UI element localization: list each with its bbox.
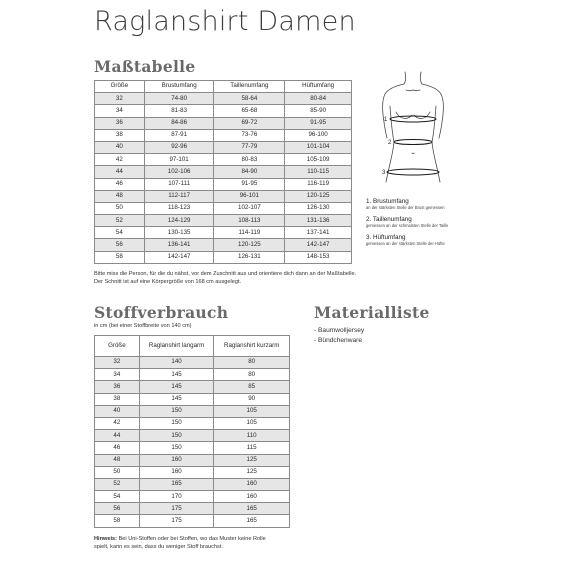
size-table-column-header: Größe [95, 81, 145, 93]
page-title: Raglanshirt Damen [94, 6, 356, 37]
size-table-cell: 92-96 [144, 141, 214, 153]
fabric-table-cell: 145 [139, 393, 214, 405]
fabric-table-body [95, 357, 290, 528]
size-table-row [95, 251, 352, 263]
fabric-table-row [95, 381, 290, 393]
size-table-cell: 124-129 [144, 215, 214, 227]
fabric-table-cell: 165 [139, 478, 214, 490]
size-note-line-2: Der Schnitt ist auf eine Körpergröße von 168 cm ausgelegt. [94, 279, 242, 285]
size-table-cell: 126-131 [214, 251, 285, 263]
size-table-cell: 38 [95, 129, 145, 141]
size-table-cell: 96-101 [214, 190, 285, 202]
size-table-cell: 74-80 [144, 93, 214, 105]
fabric-table-cell: 40 [95, 405, 140, 417]
fabric-table-row [95, 393, 290, 405]
fabric-table-cell: 105 [214, 417, 290, 429]
size-table-cell: 96-100 [285, 129, 352, 141]
size-table-row [95, 93, 352, 105]
size-table-cell: 102-106 [144, 166, 214, 178]
fabric-hint-label: Hinweis: [94, 536, 118, 542]
fabric-table-cell: 54 [95, 491, 140, 503]
fabric-table-cell: 110 [214, 430, 290, 442]
legend-2-sub: gemessen an der schmalsten Stelle der Taille [366, 223, 449, 228]
fabric-hint-line-1: Bei Uni-Stoffen oder bei Stoffen, wo das Muster keine Rolle [118, 536, 266, 542]
size-table-cell: 32 [95, 93, 145, 105]
size-table-cell: 120-125 [214, 239, 285, 251]
fabric-table-column-header: Größe [95, 336, 140, 357]
legend-item-2 [366, 216, 448, 228]
size-table-cell: 50 [95, 202, 145, 214]
fabric-table-cell: 32 [95, 357, 140, 369]
size-table-cell: 40 [95, 141, 145, 153]
size-table-cell: 142-147 [144, 251, 214, 263]
fabric-table-heading: Stoffverbrauch [94, 303, 229, 322]
size-table-cell: 69-72 [214, 117, 285, 129]
size-table-cell: 112-117 [144, 190, 214, 202]
size-table-row [95, 202, 352, 214]
fabric-table-cell: 150 [139, 405, 214, 417]
fabric-table-row [95, 442, 290, 454]
marker-2: 2 [388, 140, 392, 146]
fabric-table [94, 335, 290, 528]
body-figure [368, 70, 458, 195]
fabric-table-cell: 125 [214, 454, 290, 466]
fabric-hint-line-2: spielt, kann es sein, dass du weniger Stoff brauchst. [94, 544, 223, 550]
size-table-cell: 36 [95, 117, 145, 129]
fabric-table-cell: 56 [95, 503, 140, 515]
legend-1-main: 1. Brustumfang [366, 198, 409, 205]
size-table-cell: 110-115 [285, 166, 352, 178]
size-table-cell: 56 [95, 239, 145, 251]
size-table-cell: 58-64 [214, 93, 285, 105]
fabric-table-cell: 125 [214, 466, 290, 478]
fabric-table-row [95, 405, 290, 417]
fabric-table-cell: 150 [139, 417, 214, 429]
material-item: - Bündchenware [314, 337, 363, 344]
size-table-cell: 114-119 [214, 227, 285, 239]
fabric-table-cell: 58 [95, 515, 140, 527]
fabric-table-cell: 44 [95, 430, 140, 442]
legend-item-3 [366, 234, 448, 246]
fabric-table-row [95, 454, 290, 466]
material-list [314, 326, 364, 346]
size-table-row [95, 117, 352, 129]
size-table-cell: 80-83 [214, 154, 285, 166]
fabric-table-row [95, 357, 290, 369]
size-table-row [95, 239, 352, 251]
fabric-table-cell: 34 [95, 369, 140, 381]
size-table-cell: 52 [95, 215, 145, 227]
material-item: - Baumwolljersey [314, 327, 365, 334]
fabric-table-row [95, 417, 290, 429]
fabric-table-cell: 150 [139, 442, 214, 454]
size-table-row [95, 227, 352, 239]
size-table-cell: 84-90 [214, 166, 285, 178]
size-table-cell: 65-68 [214, 105, 285, 117]
size-table-row [95, 190, 352, 202]
fabric-table-row [95, 466, 290, 478]
fabric-table-cell: 50 [95, 466, 140, 478]
size-table-cell: 77-79 [214, 141, 285, 153]
fabric-table-cell: 80 [214, 369, 290, 381]
size-table-cell: 84-86 [144, 117, 214, 129]
legend-3-main: 3. Hüftumfang [366, 234, 406, 241]
fabric-table-cell: 160 [139, 454, 214, 466]
size-note-line-1: Bitte miss die Person, für die du nähst, vor dem Zuschnitt aus und orientiere dich dann an der Maßtabelle. [94, 271, 357, 277]
size-table-cell: 34 [95, 105, 145, 117]
size-table-cell: 54 [95, 227, 145, 239]
size-table-cell: 73-76 [214, 129, 285, 141]
fabric-table-row [95, 478, 290, 490]
size-table-body [95, 93, 352, 264]
fabric-table-cell: 160 [214, 491, 290, 503]
fabric-table-row [95, 369, 290, 381]
fabric-table-cell: 175 [139, 515, 214, 527]
fabric-hint [94, 535, 354, 551]
size-table-row [95, 178, 352, 190]
fabric-table-cell: 160 [214, 478, 290, 490]
size-table-cell: 136-141 [144, 239, 214, 251]
size-table-row [95, 166, 352, 178]
fabric-table-cell: 150 [139, 430, 214, 442]
fabric-table-cell: 105 [214, 405, 290, 417]
size-table-cell: 107-111 [144, 178, 214, 190]
size-table-cell: 91-95 [214, 178, 285, 190]
size-table-header-row [95, 81, 352, 93]
fabric-table-cell: 140 [139, 357, 214, 369]
fabric-table-cell: 175 [139, 503, 214, 515]
size-table-cell: 137-141 [285, 227, 352, 239]
legend-item-1 [366, 198, 448, 210]
size-table-cell: 148-153 [285, 251, 352, 263]
fabric-table-row [95, 503, 290, 515]
marker-1: 1 [384, 117, 388, 123]
size-table-row [95, 141, 352, 153]
fabric-table-row [95, 491, 290, 503]
size-table-cell: 105-109 [285, 154, 352, 166]
size-table-cell: 97-101 [144, 154, 214, 166]
legend-2-main: 2. Taillenumfang [366, 216, 412, 223]
fabric-table-cell: 160 [139, 466, 214, 478]
fabric-table-subheading: in cm (bei einer Stoffbreite von 140 cm) [94, 323, 192, 329]
size-table-cell: 101-104 [285, 141, 352, 153]
fabric-table-cell: 52 [95, 478, 140, 490]
fabric-table-column-header: Raglanshirt kurzarm [214, 336, 290, 357]
fabric-table-cell: 145 [139, 381, 214, 393]
fabric-table-cell: 115 [214, 442, 290, 454]
size-table-cell: 108-113 [214, 215, 285, 227]
fabric-table-cell: 145 [139, 369, 214, 381]
material-list-heading: Materialliste [314, 303, 430, 322]
fabric-table-cell: 90 [214, 393, 290, 405]
size-table-cell: 142-147 [285, 239, 352, 251]
fabric-table-cell: 85 [214, 381, 290, 393]
size-table-cell: 126-130 [285, 202, 352, 214]
size-table-cell: 87-91 [144, 129, 214, 141]
size-table-cell: 48 [95, 190, 145, 202]
size-table-cell: 118-123 [144, 202, 214, 214]
size-table-cell: 120-125 [285, 190, 352, 202]
size-table-cell: 81-83 [144, 105, 214, 117]
figure-legend [366, 198, 448, 246]
size-table [94, 80, 352, 264]
fabric-table-cell: 165 [214, 503, 290, 515]
fabric-table-cell: 165 [214, 515, 290, 527]
fabric-table-header-row [95, 336, 290, 357]
size-table-cell: 91-95 [285, 117, 352, 129]
legend-3-sub: gemessen an der stärksten Stelle der Hüfte [366, 241, 445, 246]
size-table-cell: 58 [95, 251, 145, 263]
size-table-cell: 116-119 [285, 178, 352, 190]
legend-1-sub: an der stärksten Stelle der Brust gemessen [366, 205, 445, 210]
size-table-cell: 131-136 [285, 215, 352, 227]
size-table-cell: 42 [95, 154, 145, 166]
size-table-cell: 102-107 [214, 202, 285, 214]
size-table-row [95, 154, 352, 166]
fabric-table-cell: 170 [139, 491, 214, 503]
size-table-row [95, 129, 352, 141]
fabric-table-cell: 42 [95, 417, 140, 429]
size-table-cell: 44 [95, 166, 145, 178]
fabric-table-cell: 38 [95, 393, 140, 405]
size-table-cell: 80-84 [285, 93, 352, 105]
size-table-heading: Maßtabelle [94, 57, 196, 76]
marker-3: 3 [382, 170, 386, 176]
size-table-column-header: Brustumfang [144, 81, 214, 93]
size-table-column-header: Hüftumfang [285, 81, 352, 93]
size-table-row [95, 215, 352, 227]
fabric-table-cell: 46 [95, 442, 140, 454]
fabric-table-row [95, 515, 290, 527]
size-note [94, 270, 474, 286]
size-table-cell: 130-135 [144, 227, 214, 239]
fabric-table-cell: 36 [95, 381, 140, 393]
size-table-cell: 46 [95, 178, 145, 190]
fabric-table-column-header: Raglanshirt langarm [139, 336, 214, 357]
size-table-cell: 85-90 [285, 105, 352, 117]
fabric-table-cell: 48 [95, 454, 140, 466]
size-table-column-header: Taillenumfang [214, 81, 285, 93]
fabric-table-row [95, 430, 290, 442]
fabric-table-cell: 80 [214, 357, 290, 369]
size-table-row [95, 105, 352, 117]
